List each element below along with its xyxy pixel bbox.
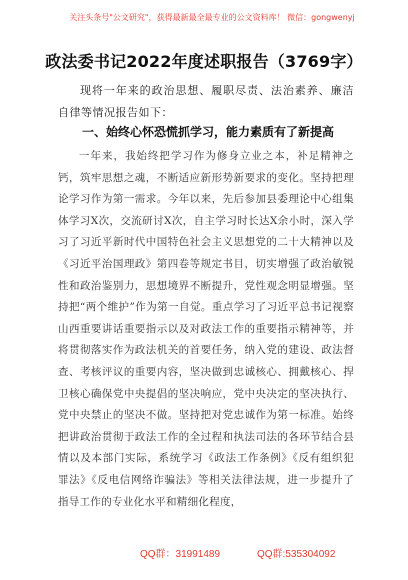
document-title: 政法委书记2022年度述职报告（3769字） xyxy=(45,52,363,71)
intro-paragraph: 现将一年来的政治思想、履职尽责、法治素养、廉洁自律等情况报告如下： xyxy=(58,84,354,119)
section-heading: 一、始终心怀恐慌抓学习，能力素质有了新提高 xyxy=(82,125,335,139)
body-paragraph: 一年来，我始终把学习作为修身立业之本，补足精神之钙，筑牢思想之魂，不断适应新形势新要求的变化。坚持把理论学习作为第一需求。今年以来，先后参加县委理论中心组集体学习X次，交流研讨X次，自主学习时长达X余小时，深入学习了习近平新时代中国特色社会主义思想党的二十大精神以及《习近平治国理政》第四卷等规定书目，切实增强了政治敏锐性和政治鉴别力，思想境界不断提升，党性观念明显增强。坚持把“两个维护”作为第一自觉。重点学习了习近平总书记视察山西重要讲话重要指示以及对政法工作的重要指示精神等，并将贯彻落实作为政法机关的首要任务，纳入党的建设、政法督查、考核评议的重要内容，坚决做到忠诚核心、拥戴核心、捍卫核心确保党中央提倡的坚决响应，党中央决定的坚决执行、党中央禁止的坚决不做。坚持把对党忠诚作为第一标准。始终把讲政治贯彻于政法工作的全过程和执法司法的各环节结合县情以及本部门实际，系统学习《政法工作条例》《反有组织犯罪法》《反电信网络诈骗法》等相关法律法规，进一步提升了指导工作的专业化水平和精细化程度， xyxy=(58,150,354,508)
header-banner: 关注头条号"公文研究"，获得最新最全最专业的公文资料库！ 微信：gongwenyj xyxy=(69,13,355,22)
qq-group-1: QQ群：31991489 xyxy=(140,549,221,560)
qq-group-2: QQ群:535304092 xyxy=(257,549,336,560)
footer xyxy=(0,545,408,561)
